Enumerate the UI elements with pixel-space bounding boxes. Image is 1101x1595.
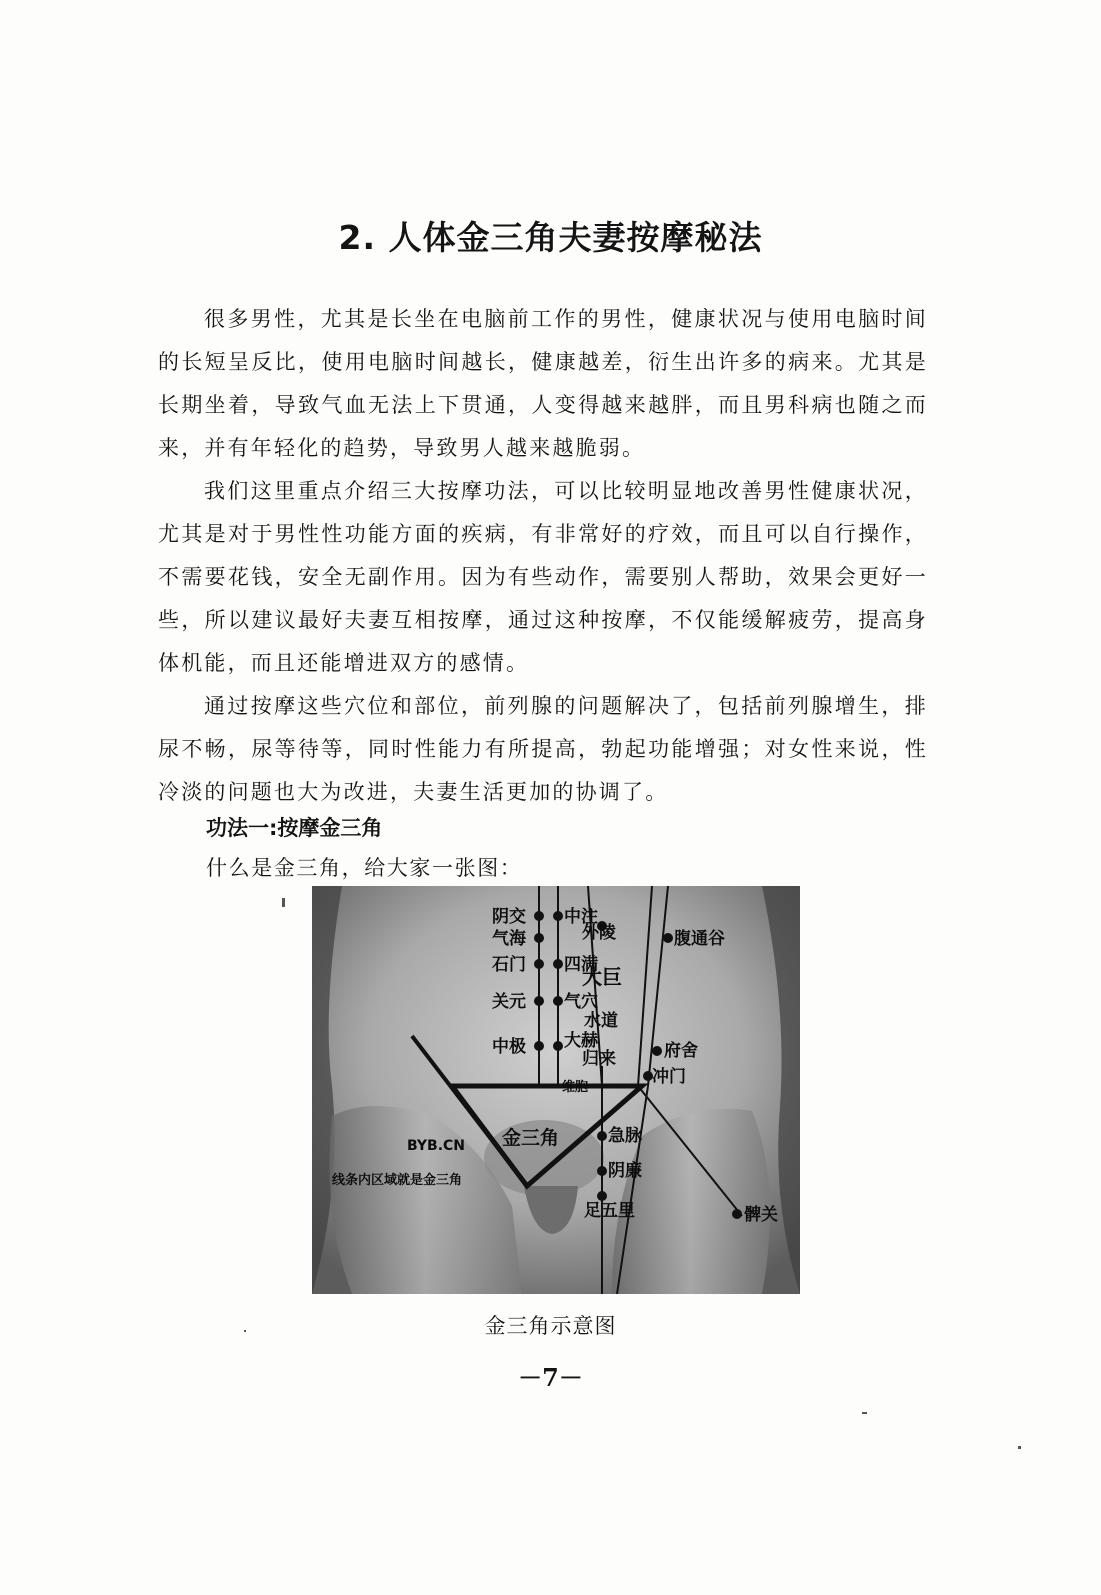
label-guanyuan: 关元 [492, 992, 526, 1012]
label-weibao: 维胞 [562, 1080, 589, 1095]
dot-zuwuli [597, 1191, 607, 1201]
label-yinjiao: 阴交 [492, 907, 526, 927]
scan-speck [862, 1412, 867, 1414]
label-dahe: 大赫 [564, 1031, 598, 1051]
dot-yinjiao [534, 911, 544, 921]
dot-qihai [534, 933, 544, 943]
dot-jimai [597, 1131, 607, 1141]
figure-intro: 什么是金三角，给大家一张图： [206, 856, 523, 880]
label-daju: 大巨 [582, 965, 622, 989]
acupoint-figure [312, 886, 800, 1294]
label-shimen: 石门 [492, 955, 526, 975]
label-zhongzhu: 中注 [564, 907, 598, 927]
dot-dahe [553, 1041, 563, 1051]
dot-fushe [652, 1046, 662, 1056]
label-siman: 四满 [564, 955, 598, 975]
label-qihai: 气海 [492, 929, 526, 949]
dot-zhongji [534, 1041, 544, 1051]
label-guilai: 归来 [582, 1049, 616, 1069]
label-region-note: 线条内区域就是金三角 [332, 1173, 463, 1188]
label-wailing: 外陵 [582, 923, 616, 943]
dot-futonggu [663, 933, 673, 943]
dot-yinlian [597, 1166, 607, 1176]
label-futonggu: 腹通谷 [674, 929, 725, 949]
page-title: 2. 人体金三角夫妻按摩秘法 [338, 218, 763, 257]
label-jimai: 急脉 [608, 1126, 642, 1146]
dot-shimen [534, 959, 544, 969]
scan-speck [1018, 1446, 1021, 1449]
paragraph-3: 通过按摩这些穴位和部位，前列腺的问题解决了，包括前列腺增生，排尿不畅，尿等待等，同时性能力有所提高，勃起功能增强；对女性来说，性冷淡的问题也大为改进，夫妻生活更加的协调了。 [158, 694, 928, 804]
label-chongmen: 冲门 [652, 1067, 686, 1087]
label-shuidao: 水道 [584, 1011, 618, 1031]
label-triangle: 金三角 [502, 1127, 560, 1149]
label-fushe: 府舍 [664, 1041, 698, 1061]
label-biguan: 髀关 [744, 1205, 778, 1225]
dot-siman [553, 959, 563, 969]
dot-guanyuan [534, 996, 544, 1006]
label-zuwuli: 足五里 [584, 1201, 635, 1221]
body-text [158, 298, 928, 814]
scan-speck [244, 1330, 246, 1332]
paragraph-2: 我们这里重点介绍三大按摩功法，可以比较明显地改善男性健康状况，尤其是对于男性性功能方面的疾病，有非常好的疗效，而且可以自行操作，不需要花钱，安全无副作用。因为有些动作，需要别人帮助，效果会更好一些，所以建议最好夫妻互相按摩，通过这种按摩，不仅能缓解疲劳，提高身体机能，而且还能增进双方的感情。 [158, 479, 928, 675]
dot-qixue [553, 996, 563, 1006]
paragraph-1: 很多男性，尤其是长坐在电脑前工作的男性，健康状况与使用电脑时间的长短呈反比，使用电脑时间越长，健康越差，衍生出许多的病来。尤其是长期坐着，导致气血无法上下贯通，人变得越来越胖，而且男科病也随之而来，并有年轻化的趋势，导致男人越来越脆弱。 [158, 307, 928, 460]
label-yinlian: 阴廉 [608, 1161, 642, 1181]
watermark-text: BYB.CN [407, 1138, 466, 1154]
dot-zhongzhu [553, 911, 563, 921]
page-number: －7－ [518, 1363, 583, 1392]
dot-biguan [732, 1209, 742, 1219]
scan-speck [282, 898, 285, 907]
figure-caption: 金三角示意图 [484, 1314, 617, 1338]
label-qixue: 气穴 [564, 992, 598, 1012]
acupoint-diagram [312, 886, 800, 1294]
label-zhongji: 中极 [492, 1037, 526, 1057]
section-heading: 功法一:按摩金三角 [206, 816, 383, 840]
